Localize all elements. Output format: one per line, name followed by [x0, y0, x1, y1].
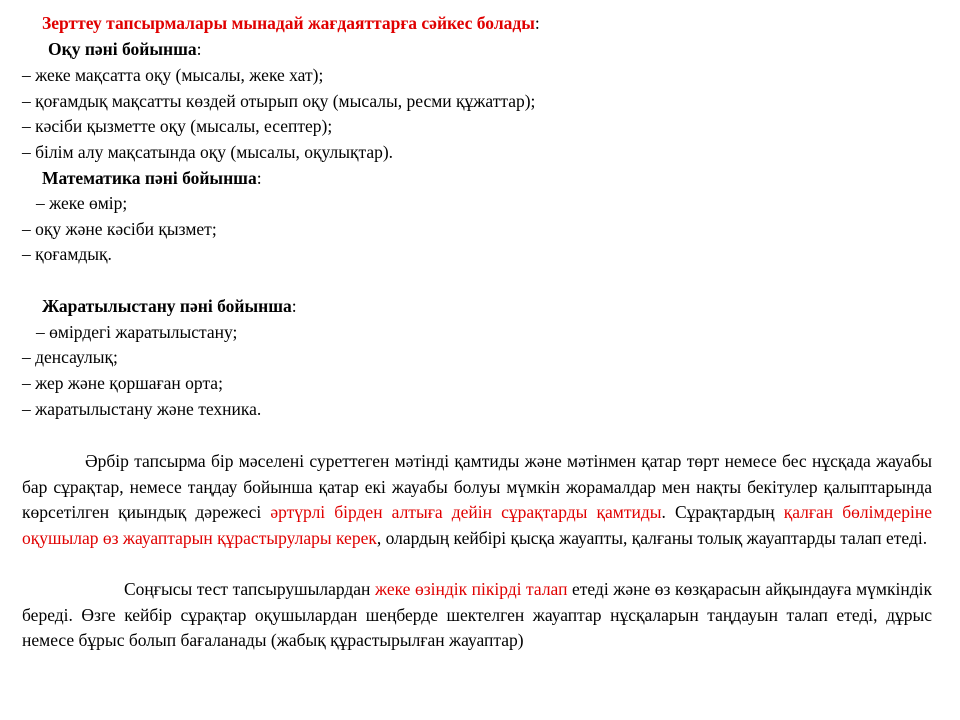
reading-section-title — [48, 37, 202, 62]
main-heading — [42, 11, 540, 36]
math-title-colon: : — [256, 168, 262, 188]
paragraph1-text-2: . Сұрақтардың — [661, 502, 784, 523]
main-heading-text: Зерттеу тапсырмалары мынадай жағдаяттарға сәйкес болады — [42, 13, 535, 33]
science-title-colon: : — [291, 296, 297, 316]
paragraph2-text-2: етеді және өз көзқарасын айқындауға мүмкіндік береді. Өзге кейбір сұрақтар оқушылардан шеңберде шектелген жауаптар нұсқаларын таңдауын талап етеді, дұрыс немесе бұрыс болып бағаланады (жабық құрастырылған жауаптар) — [22, 579, 932, 651]
science-item: – денсаулық; — [22, 347, 118, 367]
paragraph2-highlight-1: жеке өзіндік пікірді талап — [374, 579, 568, 599]
paragraph1-highlight-1: әртүрлі бірден алтыға дейін сұрақтарды қамтиды — [270, 502, 662, 523]
paragraph1-text-1: Әрбір тапсырма бір мәселені суреттеген мәтінді қамтиды және мәтінмен қатар төрт немесе бес нұсқада жауабы бар сұрақтар, немесе таңдау бойынша қатар екі жауабы болуы мүмкін жорамалдар мен нақты бекітулер қалыптарында көрсетілген қиындық дәрежесі — [22, 451, 932, 523]
math-item: – жеке өмір; — [36, 193, 128, 213]
paragraph1-text-3: , олардың кейбірі қысқа жауапты, қалғаны толық жауаптарды талап етеді. — [376, 528, 928, 549]
paragraph1-highlight-2: қалған бөлімдеріне оқушылар өз жауаптарын құрастырулары керек — [22, 502, 932, 549]
math-section-title — [42, 166, 262, 191]
paragraph-tasks-description — [22, 449, 932, 552]
science-section-title — [42, 294, 297, 319]
reading-title-colon: : — [196, 39, 202, 59]
paragraph2-text-1: Соңғысы тест тапсырушылардан — [124, 579, 375, 599]
science-title-text: Жаратылыстану пәні бойынша — [42, 296, 292, 316]
reading-title-text: Оқу пәні бойынша — [48, 39, 197, 59]
reading-item: – жеке мақсатта оқу (мысалы, жеке хат); — [22, 65, 324, 85]
math-item: – оқу және кәсіби қызмет; — [22, 219, 217, 239]
science-item: – жаратылыстану және техника. — [22, 399, 262, 419]
main-heading-colon: : — [534, 13, 540, 33]
math-title-text: Математика пәні бойынша — [42, 168, 257, 188]
science-item: – өмірдегі жаратылыстану; — [36, 322, 238, 342]
reading-item: – қоғамдық мақсатты көздей отырып оқу (мысалы, ресми құжаттар); — [22, 91, 536, 111]
paragraph-final-description — [22, 577, 932, 654]
math-item: – қоғамдық. — [22, 244, 112, 264]
science-item: – жер және қоршаған орта; — [22, 373, 223, 393]
reading-item: – кәсіби қызметте оқу (мысалы, есептер); — [22, 116, 333, 136]
reading-item: – білім алу мақсатында оқу (мысалы, оқулықтар). — [22, 142, 394, 162]
